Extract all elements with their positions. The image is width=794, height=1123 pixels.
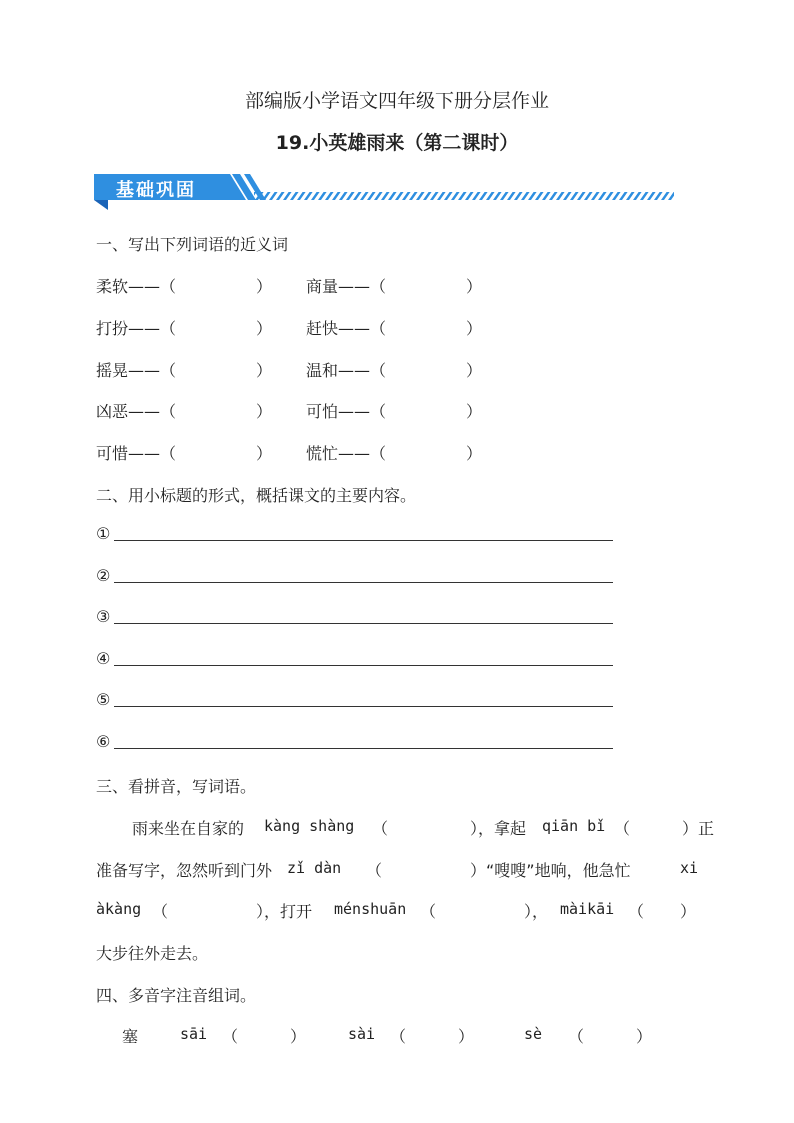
polyphone-char: 塞 <box>122 1027 139 1046</box>
answer-line[interactable] <box>114 540 613 541</box>
synonym-left-close: ） <box>256 402 273 421</box>
pinyin-prompt: qiān bǐ <box>542 817 606 835</box>
blank-close: ） <box>636 1027 653 1046</box>
synonym-left: 打扮——（ <box>96 319 177 338</box>
synonym-right-close: ） <box>466 361 483 380</box>
blank-close: ） <box>458 1027 475 1046</box>
synonym-right-close: ） <box>466 402 483 421</box>
blank-open: （ <box>420 902 437 921</box>
circled-number: ③ <box>96 607 111 626</box>
section3-heading: 三、看拼音，写词语。 <box>96 777 257 796</box>
worksheet-title: 部编版小学语文四年级下册分层作业 <box>244 90 549 112</box>
answer-line[interactable] <box>114 582 613 583</box>
blank-open: （ <box>222 1027 239 1046</box>
pinyin-prompt: ménshuān <box>334 900 407 918</box>
blank-open: （ <box>372 819 389 838</box>
blank-open: （ <box>366 861 383 880</box>
circled-number: ⑤ <box>96 690 111 709</box>
synonym-left: 可惜——（ <box>96 444 177 463</box>
reading-pinyin: sāi <box>180 1025 208 1043</box>
synonym-left-close: ） <box>256 361 273 380</box>
synonym-right: 商量——（ <box>306 277 387 296</box>
banner-fold-shape <box>94 200 108 210</box>
synonym-left-close: ） <box>256 319 273 338</box>
paragraph-text: ），打开 <box>256 902 313 921</box>
banner-label: 基础巩固 <box>116 180 196 201</box>
answer-line[interactable] <box>114 623 613 624</box>
paragraph-text: ）“嗖嗖”地响，他急忙 <box>470 861 631 880</box>
paragraph-text: ）， <box>524 902 549 921</box>
synonym-left: 凶恶——（ <box>96 402 177 421</box>
reading-pinyin: sè <box>524 1025 543 1043</box>
answer-line[interactable] <box>114 748 613 749</box>
pinyin-prompt: màikāi <box>560 900 615 918</box>
circled-number: ⑥ <box>96 732 111 751</box>
blank-open: （ <box>390 1027 407 1046</box>
pinyin-prompt: xi <box>680 859 699 877</box>
circled-number: ① <box>96 524 111 543</box>
blank-close: ） <box>680 902 697 921</box>
paragraph-text: 雨来坐在自家的 <box>132 819 245 838</box>
circled-number: ② <box>96 566 111 585</box>
pinyin-prompt: kàng shàng <box>264 817 355 835</box>
paragraph-text: ），拿起 <box>470 819 527 838</box>
blank-open: （ <box>628 902 645 921</box>
synonym-left: 摇晃——（ <box>96 361 177 380</box>
banner-stripe-bar <box>254 192 674 200</box>
synonym-right-close: ） <box>466 444 483 463</box>
blank-close: ） <box>290 1027 307 1046</box>
synonym-right-close: ） <box>466 277 483 296</box>
blank-open: （ <box>152 902 169 921</box>
synonym-right-close: ） <box>466 319 483 338</box>
pinyin-prompt: àkàng <box>96 900 142 918</box>
synonym-right: 温和——（ <box>306 361 387 380</box>
paragraph-text: 准备写字，忽然听到门外 <box>96 861 273 880</box>
circled-number: ④ <box>96 649 111 668</box>
synonym-right: 可怕——（ <box>306 402 387 421</box>
paragraph-text: ）正 <box>682 819 715 838</box>
answer-line[interactable] <box>114 706 613 707</box>
reading-pinyin: sài <box>348 1025 376 1043</box>
blank-open: （ <box>568 1027 585 1046</box>
lesson-title: 19.小英雄雨来（第二课时） <box>275 132 519 154</box>
blank-open: （ <box>614 819 631 838</box>
synonym-left: 柔软——（ <box>96 277 177 296</box>
paragraph-text: 大步往外走去。 <box>96 944 209 963</box>
synonym-left-close: ） <box>256 277 273 296</box>
section4-heading: 四、多音字注音组词。 <box>96 986 257 1005</box>
section1-heading: 一、写出下列词语的近义词 <box>96 235 289 254</box>
answer-line[interactable] <box>114 665 613 666</box>
synonym-left-close: ） <box>256 444 273 463</box>
pinyin-prompt: zǐ dàn <box>287 859 342 877</box>
synonym-right: 慌忙——（ <box>306 444 387 463</box>
section2-heading: 二、用小标题的形式，概括课文的主要内容。 <box>96 486 417 505</box>
synonym-right: 赶快——（ <box>306 319 387 338</box>
